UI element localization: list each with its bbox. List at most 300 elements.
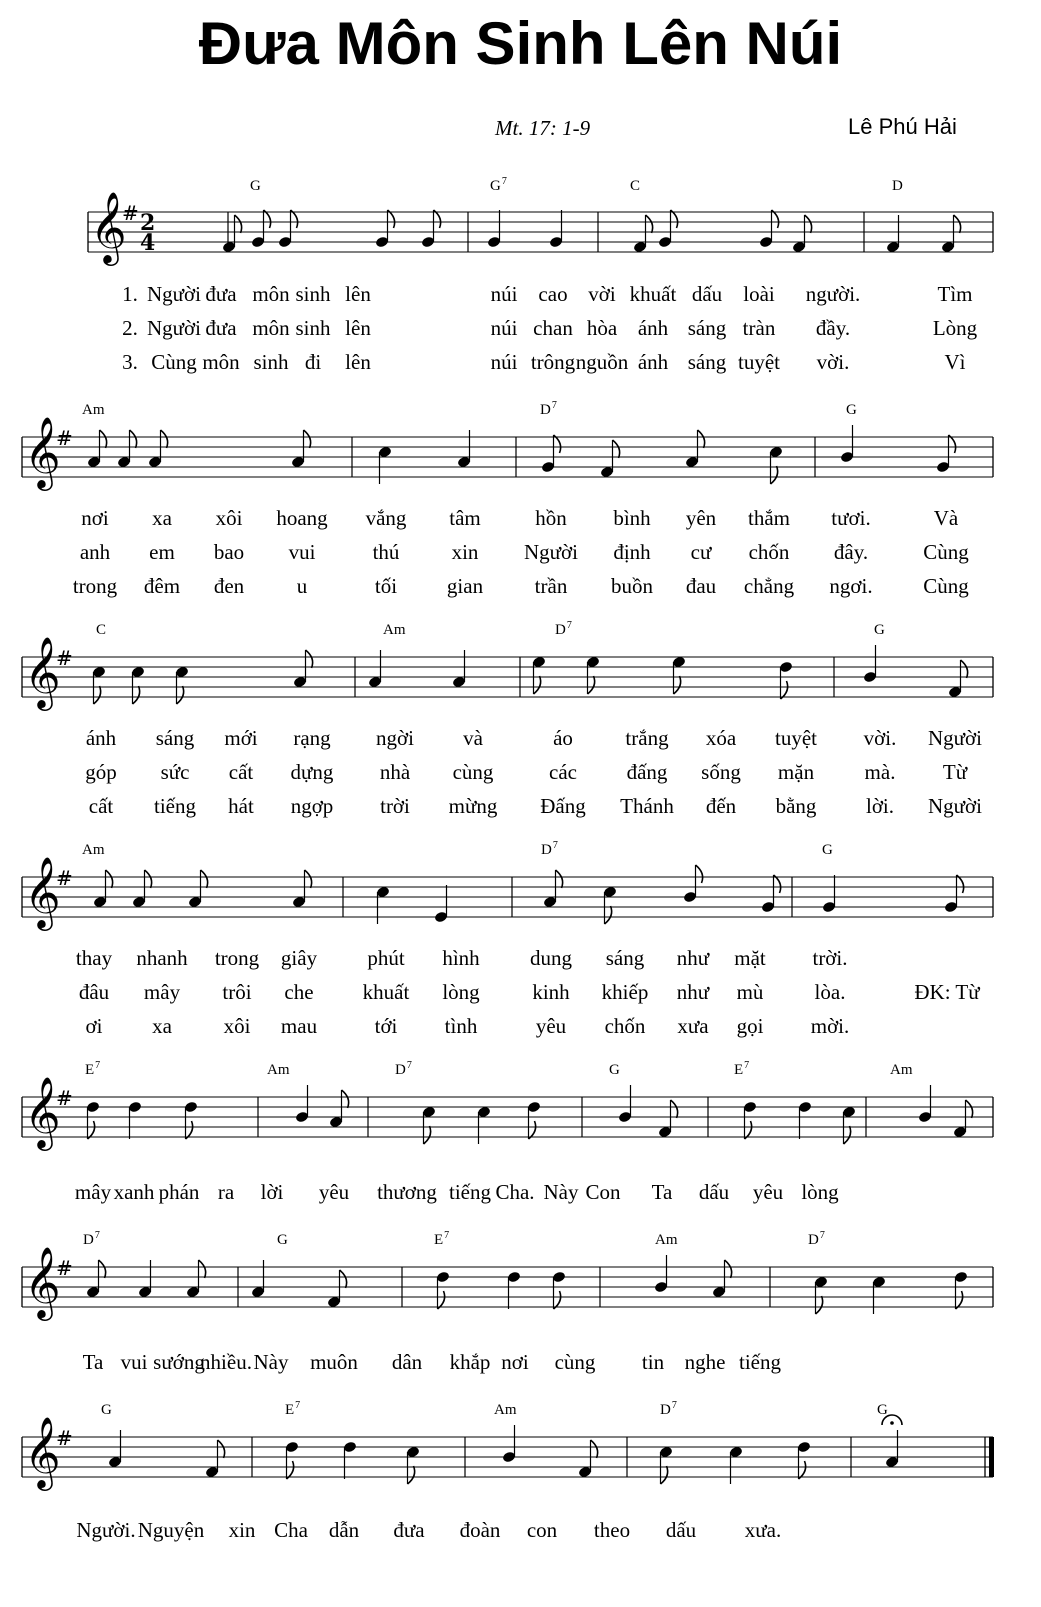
chord-root: C xyxy=(630,178,641,194)
lyric-word: ra xyxy=(217,1180,235,1204)
lyric-word: yêu xyxy=(535,1014,567,1038)
lyric-word: giây xyxy=(280,946,318,970)
lyric-word: Con xyxy=(585,1180,621,1204)
note-flag xyxy=(145,870,152,888)
lyric-word: rạng xyxy=(293,726,331,750)
lyric-word: dẫn xyxy=(328,1518,360,1542)
lyric-word: nhiều. xyxy=(200,1350,252,1374)
lyric-word: Ta xyxy=(82,1350,104,1374)
note-flag xyxy=(88,1121,95,1139)
lyric-word: và xyxy=(463,726,483,750)
lyric-word: đưa xyxy=(205,316,237,340)
lyric-word: Tìm xyxy=(937,282,973,306)
lyric-word: ngợp xyxy=(290,794,334,818)
treble-clef-icon: 𝄞 xyxy=(24,635,61,708)
lyric-word: xưa xyxy=(677,1014,709,1038)
lyric-word: đến xyxy=(705,794,737,818)
chord-symbol xyxy=(660,1400,677,1419)
lyric-word: tiếng xyxy=(739,1350,781,1374)
note-flag xyxy=(954,215,961,233)
chord-symbol xyxy=(630,176,641,195)
chord-symbol xyxy=(267,1060,291,1079)
note-flag xyxy=(199,1260,206,1278)
lyric-word: tiếng xyxy=(449,1180,491,1204)
lyric-word: mới xyxy=(224,726,258,750)
note-flag xyxy=(306,650,313,668)
lyric-word: phán xyxy=(158,1180,200,1204)
lyric-word: chốn xyxy=(604,1014,646,1038)
note-flag xyxy=(588,676,595,694)
note-flag xyxy=(725,1260,732,1278)
note-flag xyxy=(799,1461,806,1479)
time-signature-top: 2 xyxy=(140,210,156,236)
lyric-word: cao xyxy=(538,282,568,306)
note-flag xyxy=(671,1100,678,1118)
lyric-word: mà. xyxy=(864,760,896,784)
lyric-word: nhà xyxy=(379,760,411,784)
note-flag xyxy=(534,676,541,694)
chord-symbol xyxy=(434,1230,449,1249)
chord-root: Am xyxy=(82,402,105,418)
note-flag xyxy=(591,1440,598,1458)
chord-root: G xyxy=(277,1232,288,1248)
lyric-word: Này xyxy=(253,1350,289,1374)
lyric-word: sức xyxy=(160,760,190,784)
treble-clef-icon: 𝄞 xyxy=(24,1075,61,1148)
lyric-word: tới xyxy=(374,1014,398,1038)
chord-root: Am xyxy=(82,842,105,858)
lyric-word: trời. xyxy=(812,946,848,970)
composer-name: Lê Phú Hải xyxy=(848,114,957,139)
lyric-word: cất xyxy=(88,794,114,818)
chord-root: G xyxy=(101,1402,112,1418)
lyric-word: lên xyxy=(345,316,371,340)
key-signature-sharp: # xyxy=(56,426,73,450)
lyric-word: ánh xyxy=(637,316,669,340)
lyric-word: xưa. xyxy=(744,1518,782,1542)
lyric-word: tình xyxy=(444,1014,478,1038)
lyric-word: Người xyxy=(147,316,201,340)
lyric-word: vời. xyxy=(816,350,850,374)
lyric-word: trời xyxy=(380,794,410,818)
lyric-word: sinh xyxy=(253,350,289,374)
lyric-word: Này xyxy=(543,1180,579,1204)
treble-clef-icon: 𝄞 xyxy=(24,855,61,928)
lyric-word: xóa xyxy=(705,726,737,750)
chord-symbol xyxy=(655,1230,679,1249)
lyric-word: ánh xyxy=(85,726,117,750)
lyric-word: muôn xyxy=(310,1350,358,1374)
lyric-word: trắng xyxy=(625,726,669,750)
fermata-dot xyxy=(890,1421,894,1425)
lyric-word: nơi xyxy=(81,506,109,530)
chord-symbol xyxy=(82,400,106,419)
note-flag xyxy=(696,865,703,883)
lyric-word: trông xyxy=(530,350,576,374)
note-flag xyxy=(556,870,563,888)
lyric-word: mây xyxy=(74,1180,112,1204)
chord-symbol xyxy=(250,176,262,195)
chord-symbol xyxy=(808,1230,825,1249)
lyric-word: lòng xyxy=(801,1180,839,1204)
chord-root: D xyxy=(660,1402,671,1418)
lyric-word: khuất xyxy=(629,282,677,306)
lyric-word: sướng xyxy=(153,1350,205,1374)
lyric-word: đen xyxy=(213,574,245,598)
chord-extension: 7 xyxy=(551,400,557,411)
chord-symbol xyxy=(101,1400,113,1419)
chord-root: G xyxy=(874,622,885,638)
note-flag xyxy=(99,1260,106,1278)
chord-symbol xyxy=(82,840,106,859)
note-flag xyxy=(772,210,779,228)
chord-symbol xyxy=(734,1060,749,1079)
lyric-word: mau xyxy=(280,1014,318,1038)
note-flag xyxy=(554,1291,561,1309)
lyric-word: dấu xyxy=(691,282,723,306)
lyric-word: mặn xyxy=(777,760,815,784)
note-flag xyxy=(287,1461,294,1479)
lyric-word: mù xyxy=(736,980,764,1004)
lyric-word: Cha. xyxy=(495,1180,535,1204)
note-flag xyxy=(661,1466,668,1484)
lyric-word: đầy. xyxy=(815,316,851,340)
note-flag xyxy=(133,686,140,704)
lyric-word: cùng xyxy=(452,760,494,784)
note-flag xyxy=(161,430,168,448)
song-title: Đưa Môn Sinh Lên Núi xyxy=(198,10,843,77)
lyric-word: như xyxy=(676,980,710,1004)
chord-extension: 7 xyxy=(95,1060,101,1071)
lyric-word: định xyxy=(613,540,651,564)
lyric-word: tin xyxy=(641,1350,665,1374)
lyric-word: môn xyxy=(252,282,290,306)
lyric-word: thú xyxy=(372,540,400,564)
lyric-word: trong xyxy=(72,574,118,598)
chord-root: E xyxy=(285,1402,295,1418)
chord-symbol xyxy=(96,620,107,639)
chord-root: Am xyxy=(383,622,406,638)
lyric-word: núi xyxy=(490,350,518,374)
chord-extension: 7 xyxy=(295,1400,301,1411)
lyric-word: hát xyxy=(228,794,254,818)
lyric-word: vui xyxy=(288,540,316,564)
lyric-word: xa xyxy=(152,506,172,530)
lyric-word: 2. xyxy=(122,316,138,340)
lyric-word: anh xyxy=(79,540,111,564)
lyric-word: tươi. xyxy=(831,506,871,530)
key-signature-sharp: # xyxy=(56,646,73,670)
lyric-word: mừng xyxy=(448,794,498,818)
lyric-word: xôi xyxy=(215,506,243,530)
note-flag xyxy=(94,686,101,704)
lyric-word: kinh xyxy=(532,980,570,1004)
note-flag xyxy=(186,1121,193,1139)
note-flag xyxy=(342,1090,349,1108)
chord-symbol xyxy=(494,1400,518,1419)
lyric-word: khuất xyxy=(362,980,410,1004)
chord-symbol xyxy=(277,1230,289,1249)
lyric-word: dựng xyxy=(290,760,334,784)
lyric-word: che xyxy=(284,980,314,1004)
note-flag xyxy=(408,1466,415,1484)
treble-clef-icon: 𝄞 xyxy=(24,1245,61,1318)
note-flag xyxy=(291,210,298,228)
lyric-word: Cha xyxy=(274,1518,308,1542)
chord-symbol xyxy=(609,1060,621,1079)
lyric-word: ngời xyxy=(376,726,414,750)
lyric-word: yêu xyxy=(752,1180,784,1204)
chord-root: D xyxy=(555,622,566,638)
chord-symbol xyxy=(877,1400,889,1419)
lyric-word: như xyxy=(676,946,710,970)
treble-clef-icon: 𝄞 xyxy=(90,190,127,263)
lyric-word: tràn xyxy=(742,316,776,340)
lyric-word: dung xyxy=(530,946,572,970)
lyric-word: xin xyxy=(228,1518,256,1542)
chord-root: D xyxy=(540,402,551,418)
key-signature-sharp: # xyxy=(56,866,73,890)
lyric-word: đêm xyxy=(143,574,181,598)
lyric-word: tuyệt xyxy=(738,350,780,374)
lyric-word: trong xyxy=(214,946,260,970)
lyric-word: chốn xyxy=(748,540,790,564)
lyric-word: lòa. xyxy=(814,980,846,1004)
note-flag xyxy=(529,1121,536,1139)
final-bar-thick xyxy=(989,1437,994,1477)
lyric-word: đau xyxy=(685,574,717,598)
lyric-word: vời xyxy=(588,282,616,306)
lyric-word: Người. xyxy=(76,1518,136,1542)
lyric-word: Từ xyxy=(942,760,968,784)
note-flag xyxy=(218,1440,225,1458)
lyric-word: theo xyxy=(593,1518,631,1542)
lyric-word: hình xyxy=(442,946,480,970)
lyric-word: sinh xyxy=(295,282,331,306)
lyric-word: nơi xyxy=(501,1350,529,1374)
lyric-word: nhanh xyxy=(136,946,188,970)
note-flag xyxy=(774,875,781,893)
lyric-word: chẳng xyxy=(743,574,795,598)
chord-root: E xyxy=(85,1062,95,1078)
lyric-word: đấng xyxy=(626,760,668,784)
lyric-word: con xyxy=(526,1518,558,1542)
chord-symbol xyxy=(892,176,904,195)
note-flag xyxy=(957,875,964,893)
lyric-word: ánh xyxy=(637,350,669,374)
lyric-word: Ta xyxy=(651,1180,673,1204)
chord-symbol xyxy=(490,176,507,195)
lyric-word: xôi xyxy=(223,1014,251,1038)
lyric-word: dân xyxy=(391,1350,423,1374)
chord-root: D xyxy=(892,178,903,194)
note-flag xyxy=(745,1121,752,1139)
lyric-word: xanh xyxy=(113,1180,155,1204)
lyric-word: bằng xyxy=(775,794,817,818)
note-flag xyxy=(304,430,311,448)
lyric-word: yêu xyxy=(318,1180,350,1204)
lyric-word: thương xyxy=(377,1180,437,1204)
chord-symbol xyxy=(85,1060,100,1079)
lyric-word: sáng xyxy=(155,726,195,750)
chord-root: C xyxy=(96,622,107,638)
lyric-word: đây. xyxy=(833,540,869,564)
key-signature-sharp: # xyxy=(56,1086,73,1110)
note-flag xyxy=(771,466,778,484)
chord-root: G xyxy=(877,1402,888,1418)
lyric-word: đâu xyxy=(78,980,110,1004)
lyric-word: lời xyxy=(260,1180,284,1204)
note-flag xyxy=(781,681,788,699)
lyric-word: nghe xyxy=(684,1350,726,1374)
note-flag xyxy=(340,1270,347,1288)
chord-extension: 7 xyxy=(671,1400,677,1411)
note-flag xyxy=(805,215,812,233)
lyric-word: sinh xyxy=(295,316,331,340)
chord-root: Am xyxy=(267,1062,290,1078)
chord-root: G xyxy=(250,178,261,194)
chord-root: D xyxy=(395,1062,406,1078)
note-flag xyxy=(844,1126,851,1144)
lyric-word: cư xyxy=(690,540,712,564)
lyric-word: Cùng xyxy=(923,574,969,598)
chord-symbol xyxy=(541,840,558,859)
note-flag xyxy=(698,430,705,448)
lyric-word: gọi xyxy=(736,1014,764,1038)
note-flag xyxy=(671,210,678,228)
lyric-word: xa xyxy=(152,1014,172,1038)
time-signature-bottom: 4 xyxy=(140,230,156,256)
lyric-word: Lòng xyxy=(932,316,978,340)
note-flag xyxy=(434,210,441,228)
treble-clef-icon: 𝄞 xyxy=(24,415,61,488)
key-signature-sharp: # xyxy=(56,1256,73,1280)
chord-symbol xyxy=(83,1230,100,1249)
note-flag xyxy=(966,1100,973,1118)
lyric-word: 1. xyxy=(122,282,138,306)
chord-extension: 7 xyxy=(501,176,507,187)
lyric-word: trần xyxy=(534,574,568,598)
chord-extension: 7 xyxy=(94,1230,100,1241)
lyric-word: mời. xyxy=(810,1014,850,1038)
chord-extension: 7 xyxy=(444,1230,450,1241)
note-flag xyxy=(961,660,968,678)
lyric-word: núi xyxy=(490,316,518,340)
lyric-word: thay xyxy=(75,946,113,970)
chord-symbol xyxy=(890,1060,914,1079)
lyric-word: núi xyxy=(490,282,518,306)
lyric-word: buồn xyxy=(611,574,653,598)
lyric-word: hòa xyxy=(586,316,618,340)
treble-clef-icon: 𝄞 xyxy=(24,1415,61,1488)
chord-root: D xyxy=(83,1232,94,1248)
lyric-word: khắp xyxy=(449,1350,491,1374)
lyric-word: tiếng xyxy=(154,794,196,818)
lyric-word: Nguyện xyxy=(137,1518,205,1542)
key-signature-sharp: # xyxy=(56,1426,73,1450)
lyric-word: các xyxy=(549,760,577,784)
note-flag xyxy=(424,1126,431,1144)
lyric-word: ĐK: Từ xyxy=(914,980,980,1004)
note-flag xyxy=(201,870,208,888)
chord-symbol xyxy=(285,1400,300,1419)
chord-root: G xyxy=(490,178,501,194)
lyric-word: vui xyxy=(120,1350,148,1374)
note-flag xyxy=(177,686,184,704)
lyric-word: mặt xyxy=(734,946,766,970)
note-flag xyxy=(130,430,137,448)
chord-root: G xyxy=(609,1062,620,1078)
lyric-word: tuyệt xyxy=(775,726,817,750)
lyric-word: cùng xyxy=(554,1350,596,1374)
chord-extension: 7 xyxy=(744,1060,750,1071)
lyric-word: em xyxy=(149,540,175,564)
lyric-word: sáng xyxy=(687,350,727,374)
lyric-word: vời. xyxy=(863,726,897,750)
lyric-word: hồn xyxy=(535,506,567,530)
lyric-word: vắng xyxy=(365,506,407,530)
lyric-word: chan xyxy=(533,316,573,340)
note-flag xyxy=(100,430,107,448)
lyric-word: Người xyxy=(928,726,982,750)
lyric-word: loài xyxy=(743,282,775,306)
chord-symbol xyxy=(383,620,407,639)
lyric-word: Người xyxy=(524,540,578,564)
lyric-word: thắm xyxy=(748,506,790,530)
chord-symbol xyxy=(540,400,557,419)
lyric-word: đi xyxy=(304,350,322,374)
lyric-word: áo xyxy=(553,726,573,750)
note-flag xyxy=(674,676,681,694)
lyric-word: nguồn xyxy=(575,350,629,374)
note-flag xyxy=(388,210,395,228)
lyric-word: sáng xyxy=(687,316,727,340)
scripture-reference: Mt. 17: 1-9 xyxy=(495,116,591,140)
lyric-word: góp xyxy=(85,760,117,784)
note-flag xyxy=(646,215,653,233)
lyric-word: Thánh xyxy=(620,794,674,818)
lyric-word: đoàn xyxy=(459,1518,501,1542)
lyric-word: lên xyxy=(345,350,371,374)
lyric-word: Cùng xyxy=(151,350,197,374)
key-signature-sharp: # xyxy=(122,201,139,225)
lyric-word: đưa xyxy=(393,1518,425,1542)
chord-symbol xyxy=(822,840,834,859)
chord-root: Am xyxy=(494,1402,517,1418)
lyric-word: dấu xyxy=(698,1180,730,1204)
lyric-word: môn xyxy=(252,316,290,340)
chord-root: G xyxy=(822,842,833,858)
lyric-word: tối xyxy=(374,574,398,598)
lyric-word: yên xyxy=(685,506,717,530)
chord-root: D xyxy=(808,1232,819,1248)
lyric-word: bình xyxy=(613,506,651,530)
note-flag xyxy=(605,906,612,924)
lyric-word: ngơi. xyxy=(829,574,873,598)
lyric-word: môn xyxy=(202,350,240,374)
chord-symbol xyxy=(555,620,572,639)
lyric-word: Và xyxy=(933,506,959,530)
chord-extension: 7 xyxy=(552,840,558,851)
lyric-word: Đấng xyxy=(540,794,586,818)
chord-root: Am xyxy=(890,1062,913,1078)
lyric-word: lòng xyxy=(442,980,480,1004)
note-flag xyxy=(956,1291,963,1309)
note-flag xyxy=(235,215,242,233)
lyric-word: cất xyxy=(228,760,254,784)
lyric-word: khiếp xyxy=(601,980,649,1004)
chord-symbol xyxy=(846,400,858,419)
